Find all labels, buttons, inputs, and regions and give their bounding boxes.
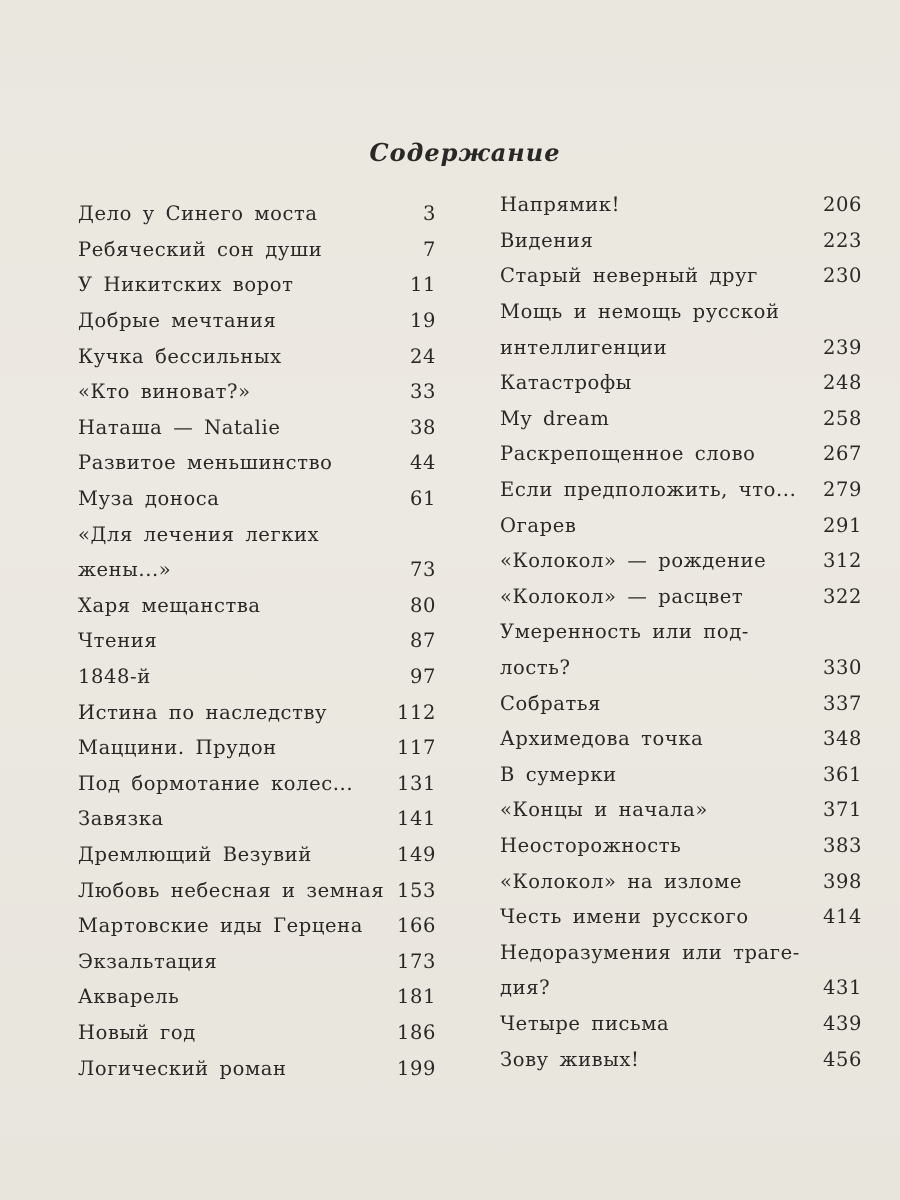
- toc-entry-title: Ребяческий сон души: [78, 237, 323, 261]
- toc-entry-title: «Для лечения легких: [78, 522, 320, 546]
- toc-entry-line: [500, 401, 862, 437]
- toc-entry-page-number: 112: [396, 700, 436, 724]
- toc-entry: [500, 685, 862, 721]
- toc-entry-line: [500, 507, 862, 543]
- toc-entry-page-number: 149: [396, 842, 436, 866]
- toc-entry: [500, 614, 862, 685]
- toc-entry-line: [78, 588, 436, 624]
- toc-entry-title: Зову живых!: [500, 1047, 640, 1071]
- toc-entry: [78, 659, 436, 695]
- toc-entry-page-number: 330: [822, 656, 862, 680]
- toc-entry-page-number: 186: [396, 1020, 436, 1044]
- toc-entry-line: [78, 908, 436, 944]
- toc-entry-title: Недоразумения или траге-: [500, 940, 800, 964]
- toc-entry-title: «Колокол» на изломе: [500, 869, 743, 893]
- toc-entry-title: интеллигенции: [500, 335, 668, 359]
- toc-entry: [78, 481, 436, 517]
- toc-entry-page-number: 322: [822, 584, 862, 608]
- toc-entry: [500, 721, 862, 757]
- toc-entry: [500, 899, 862, 935]
- toc-entry-title: Муза доноса: [78, 487, 220, 511]
- toc-entry-page-number: 199: [396, 1056, 436, 1080]
- toc-entry: [78, 374, 436, 410]
- toc-entry-title: «Колокол» — рождение: [500, 549, 767, 573]
- toc-entry: [500, 401, 862, 437]
- toc-entry-line: [78, 303, 436, 339]
- toc-entry-page-number: 166: [396, 914, 436, 938]
- toc-entry-page-number: 97: [409, 665, 436, 689]
- toc-entry-line: [500, 1006, 862, 1042]
- toc-entry-line: [78, 659, 436, 695]
- toc-entry: [500, 1041, 862, 1077]
- toc-entry-page-number: 44: [409, 451, 436, 475]
- toc-entry-page-number: 348: [822, 727, 862, 751]
- toc-entry: [500, 863, 862, 899]
- toc-entry-page-number: 181: [396, 985, 436, 1009]
- toc-entry-title: Архимедова точка: [500, 727, 704, 751]
- toc-entry-page-number: 80: [409, 593, 436, 617]
- toc-entry-title: Логический роман: [78, 1056, 287, 1080]
- toc-entry: [500, 934, 862, 1005]
- toc-entry-line: [500, 970, 862, 1006]
- toc-entry-title: Чтения: [78, 629, 158, 653]
- toc-entry-page-number: 398: [822, 869, 862, 893]
- toc-entry: [500, 757, 862, 793]
- toc-entry: [500, 294, 862, 365]
- toc-entry-title: Акварель: [78, 985, 180, 1009]
- toc-entry: [78, 943, 436, 979]
- toc-entry-page-number: 19: [409, 309, 436, 333]
- toc-entry-page-number: 291: [822, 513, 862, 537]
- toc-entry-line: [500, 543, 862, 579]
- toc-entry-title: Добрые мечтания: [78, 309, 277, 333]
- toc-entry-page-number: 361: [822, 762, 862, 786]
- toc-entry-line: [500, 294, 862, 330]
- toc-entry-line: [78, 516, 436, 552]
- toc-entry: [78, 908, 436, 944]
- toc-entry-title: Катастрофы: [500, 371, 632, 395]
- toc-entry-page-number: 383: [822, 833, 862, 857]
- toc-entry: [78, 801, 436, 837]
- toc-entry-line: [500, 650, 862, 686]
- toc-entry: [78, 1015, 436, 1051]
- toc-entry-line: [500, 472, 862, 508]
- toc-entry-page-number: 117: [396, 736, 436, 760]
- toc-entry-title: Мартовские иды Герцена: [78, 914, 363, 938]
- toc-entry-title: Огарев: [500, 513, 577, 537]
- toc-entry-page-number: 3: [422, 202, 436, 226]
- toc-entry: [78, 267, 436, 303]
- toc-entry-title: Завязка: [78, 807, 164, 831]
- toc-entry-title: Старый неверный друг: [500, 264, 758, 288]
- toc-entry: [78, 232, 436, 268]
- toc-entry-line: [500, 329, 862, 365]
- toc-entry: [78, 623, 436, 659]
- toc-entry-title: «Концы и начала»: [500, 798, 708, 822]
- toc-entry-line: [500, 614, 862, 650]
- toc-entry-line: [78, 196, 436, 232]
- toc-entry-page-number: 131: [396, 771, 436, 795]
- toc-entry: [78, 979, 436, 1015]
- toc-entry-title: Экзальтация: [78, 949, 218, 973]
- toc-entry-line: [500, 863, 862, 899]
- toc-entry-title: Дело у Синего моста: [78, 202, 318, 226]
- toc-entry-line: [500, 828, 862, 864]
- toc-entry-line: [78, 374, 436, 410]
- toc-heading: Содержание: [369, 138, 561, 167]
- toc-entry-page-number: 230: [822, 264, 862, 288]
- toc-entry: [78, 766, 436, 802]
- toc-entry-line: [500, 685, 862, 721]
- toc-entry-line: [500, 187, 862, 223]
- toc-entry-line: [78, 445, 436, 481]
- toc-entry-page-number: 173: [396, 949, 436, 973]
- toc-entry-title: Кучка бессильных: [78, 344, 282, 368]
- toc-entry-title: Неосторожность: [500, 833, 682, 857]
- toc-entry-line: [500, 579, 862, 615]
- toc-entry-title: дия?: [500, 976, 551, 1000]
- toc-entry-line: [500, 934, 862, 970]
- toc-entry-page-number: 456: [822, 1047, 862, 1071]
- toc-left-column: [78, 196, 436, 1086]
- toc-entry-page-number: 414: [822, 905, 862, 929]
- toc-entry: [500, 436, 862, 472]
- toc-entry: [78, 588, 436, 624]
- toc-entry-line: [500, 792, 862, 828]
- toc-entry-line: [78, 943, 436, 979]
- toc-entry: [500, 472, 862, 508]
- toc-entry-page-number: 312: [822, 549, 862, 573]
- toc-entry: [500, 258, 862, 294]
- toc-entry-line: [500, 757, 862, 793]
- toc-entry-title: Мощь и немощь русской: [500, 300, 780, 324]
- toc-entry: [500, 223, 862, 259]
- toc-entry-title: «Колокол» — расцвет: [500, 584, 744, 608]
- toc-entry: [78, 872, 436, 908]
- toc-entry-line: [500, 436, 862, 472]
- toc-entry-page-number: 431: [822, 976, 862, 1000]
- toc-entry-title: Видения: [500, 228, 594, 252]
- toc-entry-title: Если предположить, что...: [500, 478, 797, 502]
- toc-entry-line: [78, 872, 436, 908]
- toc-entry: [500, 187, 862, 223]
- toc-entry-page-number: 11: [409, 273, 436, 297]
- toc-entry: [500, 365, 862, 401]
- toc-entry: [500, 828, 862, 864]
- toc-entry-page-number: 248: [822, 371, 862, 395]
- toc-entry-page-number: 73: [409, 558, 436, 582]
- toc-entry-title: Дремлющий Везувий: [78, 842, 312, 866]
- toc-entry: [78, 303, 436, 339]
- toc-entry-page-number: 33: [409, 380, 436, 404]
- toc-entry-line: [500, 721, 862, 757]
- toc-entry-line: [78, 1015, 436, 1051]
- toc-entry: [78, 1050, 436, 1086]
- toc-entry-line: [78, 338, 436, 374]
- toc-entry-line: [78, 623, 436, 659]
- toc-entry-page-number: 61: [409, 487, 436, 511]
- toc-entry-line: [78, 410, 436, 446]
- toc-entry-page-number: 371: [822, 798, 862, 822]
- toc-entry-page-number: 239: [822, 335, 862, 359]
- toc-entry-title: Истина по наследству: [78, 700, 328, 724]
- toc-entry-title: Наташа — Natalie: [78, 415, 281, 439]
- toc-entry-title: Умеренность или под-: [500, 620, 749, 644]
- toc-entry-page-number: 87: [409, 629, 436, 653]
- toc-entry-title: Четыре письма: [500, 1011, 670, 1035]
- toc-entry-title: 1848-й: [78, 665, 151, 689]
- toc-entry-title: лость?: [500, 656, 571, 680]
- toc-entry-line: [78, 766, 436, 802]
- toc-entry-page-number: 337: [822, 691, 862, 715]
- toc-entry-page-number: 267: [822, 442, 862, 466]
- toc-entry-page-number: 141: [396, 807, 436, 831]
- toc-entry-line: [78, 267, 436, 303]
- toc-entry-page-number: 7: [422, 237, 436, 261]
- toc-entry: [78, 837, 436, 873]
- toc-entry-line: [78, 481, 436, 517]
- toc-entry-title: У Никитских ворот: [78, 273, 294, 297]
- toc-entry-page-number: 258: [822, 406, 862, 430]
- toc-entry-title: «Кто виноват?»: [78, 380, 251, 404]
- toc-entry-title: В сумерки: [500, 762, 617, 786]
- toc-entry-line: [500, 365, 862, 401]
- toc-entry-line: [500, 899, 862, 935]
- toc-entry-line: [78, 694, 436, 730]
- toc-entry-title: Маццини. Прудон: [78, 736, 277, 760]
- toc-entry-page-number: 206: [822, 193, 862, 217]
- toc-entry: [78, 694, 436, 730]
- toc-entry-title: Напрямик!: [500, 193, 621, 217]
- toc-entry: [78, 445, 436, 481]
- toc-entry-line: [78, 801, 436, 837]
- toc-entry-line: [500, 223, 862, 259]
- toc-entry-page-number: 279: [822, 478, 862, 502]
- toc-entry: [78, 338, 436, 374]
- toc-right-column: [500, 187, 862, 1077]
- toc-entry-title: Новый год: [78, 1020, 196, 1044]
- toc-entry: [500, 1006, 862, 1042]
- toc-entry-title: Собратья: [500, 691, 602, 715]
- toc-entry-title: Любовь небесная и земная: [78, 878, 385, 902]
- toc-entry-line: [78, 730, 436, 766]
- toc-entry: [78, 196, 436, 232]
- toc-entry-line: [78, 232, 436, 268]
- toc-entry: [500, 792, 862, 828]
- toc-entry-title: Под бормотание колес...: [78, 771, 354, 795]
- toc-entry-line: [78, 552, 436, 588]
- toc-entry-page-number: 439: [822, 1011, 862, 1035]
- toc-entry: [78, 516, 436, 587]
- toc-entry-line: [500, 258, 862, 294]
- toc-entry-title: Раскрепощенное слово: [500, 442, 756, 466]
- toc-entry-line: [78, 837, 436, 873]
- toc-entry: [78, 730, 436, 766]
- toc-entry: [500, 543, 862, 579]
- toc-entry-title: Развитое меньшинство: [78, 451, 333, 475]
- toc-entry-line: [78, 979, 436, 1015]
- toc-entry-page-number: 223: [822, 228, 862, 252]
- toc-entry: [500, 507, 862, 543]
- toc-entry-title: Честь имени русского: [500, 905, 749, 929]
- toc-entry-page-number: 24: [409, 344, 436, 368]
- toc-entry-page-number: 38: [409, 415, 436, 439]
- toc-entry-title: My dream: [500, 406, 610, 430]
- toc-entry-page-number: 153: [396, 878, 436, 902]
- toc-entry: [78, 410, 436, 446]
- toc-entry: [500, 579, 862, 615]
- toc-entry-line: [500, 1041, 862, 1077]
- toc-entry-title: жены...»: [78, 558, 172, 582]
- toc-entry-line: [78, 1050, 436, 1086]
- toc-entry-title: Харя мещанства: [78, 593, 261, 617]
